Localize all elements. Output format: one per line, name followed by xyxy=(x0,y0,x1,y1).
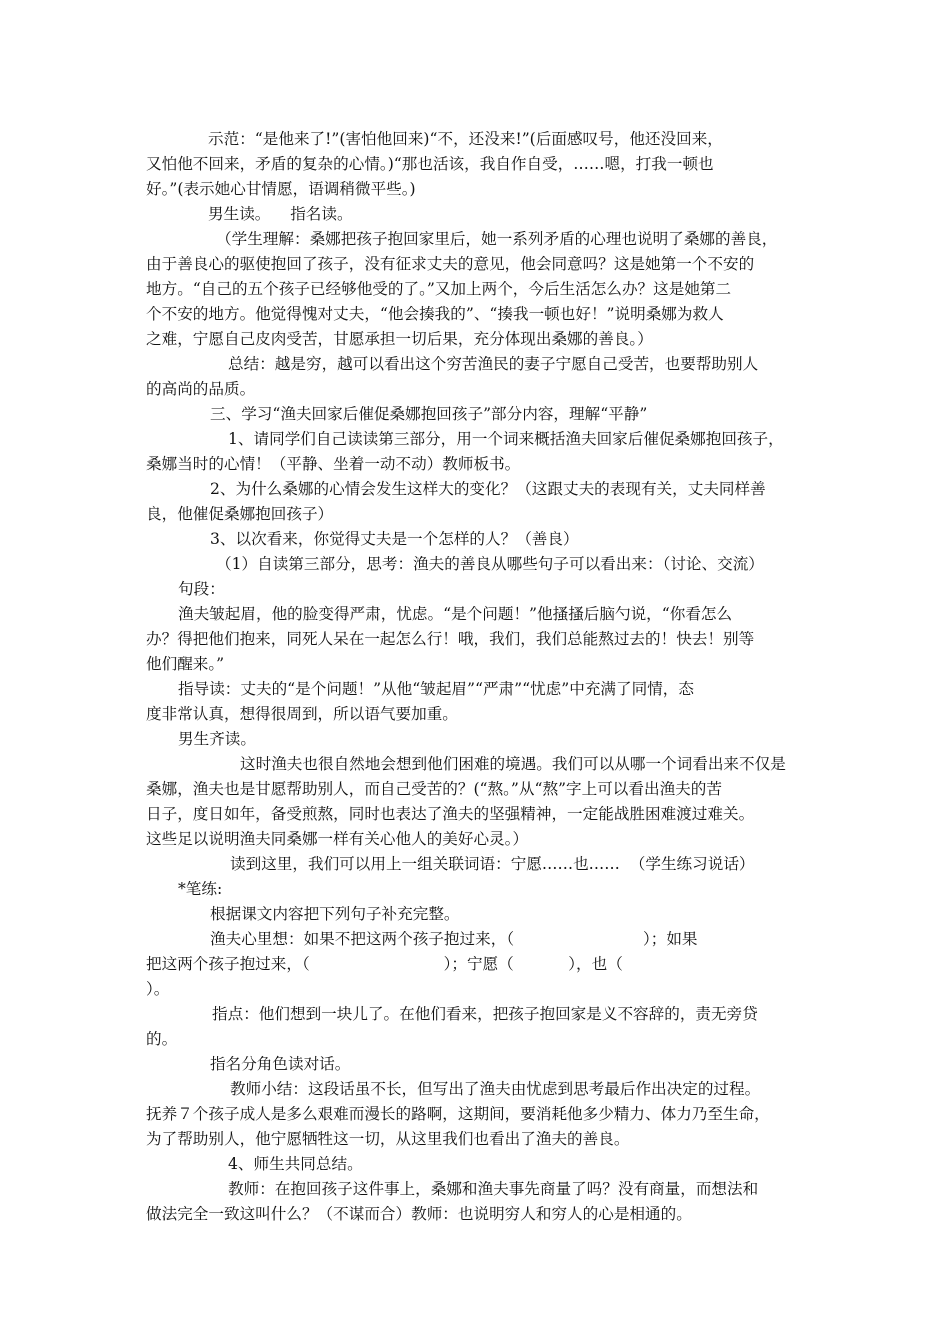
exercise-line: 渔夫心里想：如果不把这两个孩子抱过来，（ ）；如果 xyxy=(210,930,698,948)
text-line: 这些足以说明渔夫同桑娜一样有关心他人的美好心灵。） xyxy=(146,830,529,848)
text-line: 4、师生共同总结。 xyxy=(228,1155,363,1173)
text-line: 地方。“自己的五个孩子已经够他受的了。”又加上两个，今后生活怎么办？这是她第二 xyxy=(146,280,732,298)
text-line: 的。 xyxy=(146,1030,178,1048)
text-line: 好。”(表示她心甘情愿，语调稍微平些。) xyxy=(146,180,416,198)
text-line: 办？得把他们抱来，同死人呆在一起怎么行！哦，我们，我们总能熬过去的！快去！别等 xyxy=(146,630,755,648)
text-line: 个不安的地方。他觉得愧对丈夫，“他会揍我的”、“揍我一顿也好！”说明桑娜为救人 xyxy=(146,305,724,323)
text-line: 指点：他们想到一块儿了。在他们看来，把孩子抱回家是义不容辞的，责无旁贷 xyxy=(212,1005,758,1023)
text-line: 为了帮助别人，他宁愿牺牲这一切，从这里我们也看出了渔夫的善良。 xyxy=(146,1130,630,1148)
text-line: 句段： xyxy=(178,580,225,598)
text-line: 教师小结：这段话虽不长，但写出了渔夫由忧虑到思考最后作出决定的过程。 xyxy=(230,1080,761,1098)
text-line: 桑娜，渔夫也是甘愿帮助别人，而自己受苦的？(“熬。”从“熬”字上可以看出渔夫的苦 xyxy=(146,780,722,798)
text-line: 3、以次看来，你觉得丈夫是一个怎样的人？（善良） xyxy=(210,530,579,548)
text-line: 他们醒来。” xyxy=(146,655,225,673)
text-line: 男生读。 指名读。 xyxy=(208,205,353,223)
text-line: 根据课文内容把下列句子补充完整。 xyxy=(210,905,460,923)
text-line: 度非常认真，想得很周到，所以语气要加重。 xyxy=(146,705,458,723)
text-line: 指导读：丈夫的“是个问题！”从他“皱起眉”“严肃”“忧虑”中充满了同情，态 xyxy=(178,680,694,698)
text-line: 指名分角色读对话。 xyxy=(210,1055,351,1073)
exercise-line: 把这两个孩子抱过来，（ ）；宁愿（ ），也（ xyxy=(146,955,623,973)
text-line: （学生理解：桑娜把孩子抱回家里后，她一系列矛盾的心理也说明了桑娜的善良， xyxy=(216,230,778,248)
text-line: 又怕他不回来，矛盾的复杂的心情。)“那也活该，我自作自受，……嗯，打我一顿也 xyxy=(146,155,714,173)
text-line: 1、请同学们自己读读第三部分，用一个词来概括渔夫回家后催促桑娜抱回孩子， xyxy=(228,430,784,448)
text-line: 总结：越是穷，越可以看出这个穷苦渔民的妻子宁愿自己受苦，也要帮助别人 xyxy=(228,355,759,373)
text-line: 抚养７个孩子成人是多么艰难而漫长的路啊，这期间，要消耗他多少精力、体力乃至生命， xyxy=(146,1105,770,1123)
text-line: 做法完全一致这叫什么？（不谋而合）教师：也说明穷人和穷人的心是相通的。 xyxy=(146,1205,692,1223)
text-line: 渔夫皱起眉，他的脸变得严肃，忧虑。“是个问题！”他搔搔后脑勺说，“你看怎么 xyxy=(178,605,733,623)
text-line: 之难，宁愿自己皮肉受苦，甘愿承担一切后果，充分体现出桑娜的善良。） xyxy=(146,330,653,348)
section-heading: 三、学习“渔夫回家后催促桑娜抱回孩子”部分内容，理解“平静” xyxy=(210,405,648,423)
text-line: 的高尚的品质。 xyxy=(146,380,256,398)
exercise-line: ）。 xyxy=(146,980,170,998)
text-line: 良，他催促桑娜抱回孩子） xyxy=(146,505,334,523)
text-line: 桑娜当时的心情！（平静、坐着一动不动）教师板书。 xyxy=(146,455,521,473)
text-line: （1）自读第三部分，思考：渔夫的善良从哪些句子可以看出来：（讨论、交流） xyxy=(216,555,764,573)
text-line: 日子，度日如年，备受煎熬，同时也表达了渔夫的坚强精神，一定能战胜困难渡过难关。 xyxy=(146,805,755,823)
text-line: 2、为什么桑娜的心情会发生这样大的变化？（这跟丈夫的表现有关，丈夫同样善 xyxy=(210,480,766,498)
text-line: 这时渔夫也很自然地会想到他们困难的境遇。我们可以从哪一个词看出来不仅是 xyxy=(240,755,786,773)
text-line: *笔练: xyxy=(178,880,223,898)
text-line: 教师：在抱回孩子这件事上，桑娜和渔夫事先商量了吗？没有商量，而想法和 xyxy=(228,1180,759,1198)
text-line: 由于善良心的驱使抱回了孩子，没有征求丈夫的意见，他会同意吗？这是她第一个不安的 xyxy=(146,255,755,273)
text-line: 男生齐读。 xyxy=(178,730,256,748)
text-line: 示范：“是他来了!”(害怕他回来)“不，还没来!”(后面感叹号，他还没回来， xyxy=(208,130,723,148)
text-line: 读到这里，我们可以用上一组关联词语：宁愿……也…… （学生练习说话） xyxy=(230,855,755,873)
